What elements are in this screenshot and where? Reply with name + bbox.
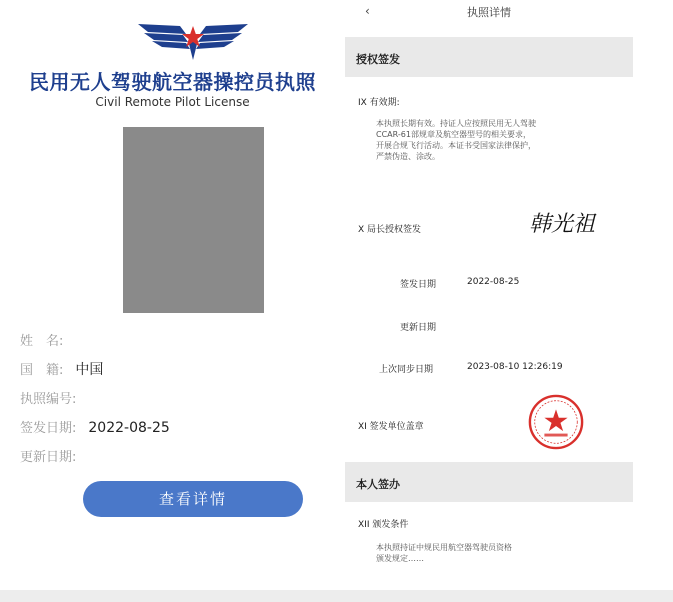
field-nationality: [20, 359, 103, 379]
field-label: 签发日期:: [20, 421, 77, 436]
field-value: 中国: [75, 362, 104, 378]
validity-text: 本执照长期有效。持证人应按照民用无人驾驶 CCAR-61部规章及航空器型号的相关要求， 开展合规飞行活动。本证书受国家法律保护， 严禁伪造、涂改。: [376, 119, 536, 161]
detail-header: [345, 0, 633, 30]
detail-title: 执照详情: [467, 6, 511, 19]
signature-label: X 局长授权签发: [358, 225, 422, 235]
view-details-button[interactable]: 查看详情: [83, 481, 303, 517]
conditions-text: 本执照持证中规民用航空器驾驶员资格 颁发规定……: [376, 543, 512, 563]
field-name: [20, 330, 75, 349]
field-value: 2022-08-25: [88, 420, 170, 436]
back-chevron-icon[interactable]: ‹: [365, 4, 370, 18]
field-issue-date: [20, 417, 170, 436]
validity-label: IX 有效期:: [358, 98, 400, 108]
caac-wings-logo-icon: [138, 20, 248, 62]
section-self-handle: 本人签办: [345, 462, 633, 502]
update-date-label: 更新日期: [400, 323, 437, 333]
conditions-label: XII 颁发条件: [358, 520, 409, 530]
official-seal-icon: [527, 393, 585, 451]
bottom-divider: [0, 590, 673, 602]
field-label: 国 籍:: [20, 363, 64, 378]
license-title-en: Civil Remote Pilot License: [95, 95, 250, 109]
field-update-date: [20, 446, 88, 465]
last-sync-value: 2023-08-10 12:26:19: [467, 362, 563, 372]
issue-date-label: 签发日期: [400, 280, 437, 290]
license-detail-panel: [345, 0, 633, 590]
field-label: 执照编号:: [20, 392, 77, 407]
field-label: 姓 名:: [20, 334, 64, 349]
license-title-cn: 民用无人驾驶航空器操控员执照: [29, 70, 316, 94]
seal-label: XI 签发单位盖章: [358, 422, 424, 432]
last-sync-label: 上次同步日期: [379, 365, 434, 375]
field-license-number: [20, 388, 88, 407]
issue-date-value: 2022-08-25: [467, 277, 520, 287]
section-authorized-issue: 授权签发: [345, 37, 633, 77]
director-signature: 韩光祖: [529, 212, 596, 237]
holder-photo: [123, 127, 264, 313]
field-label: 更新日期:: [20, 450, 77, 465]
